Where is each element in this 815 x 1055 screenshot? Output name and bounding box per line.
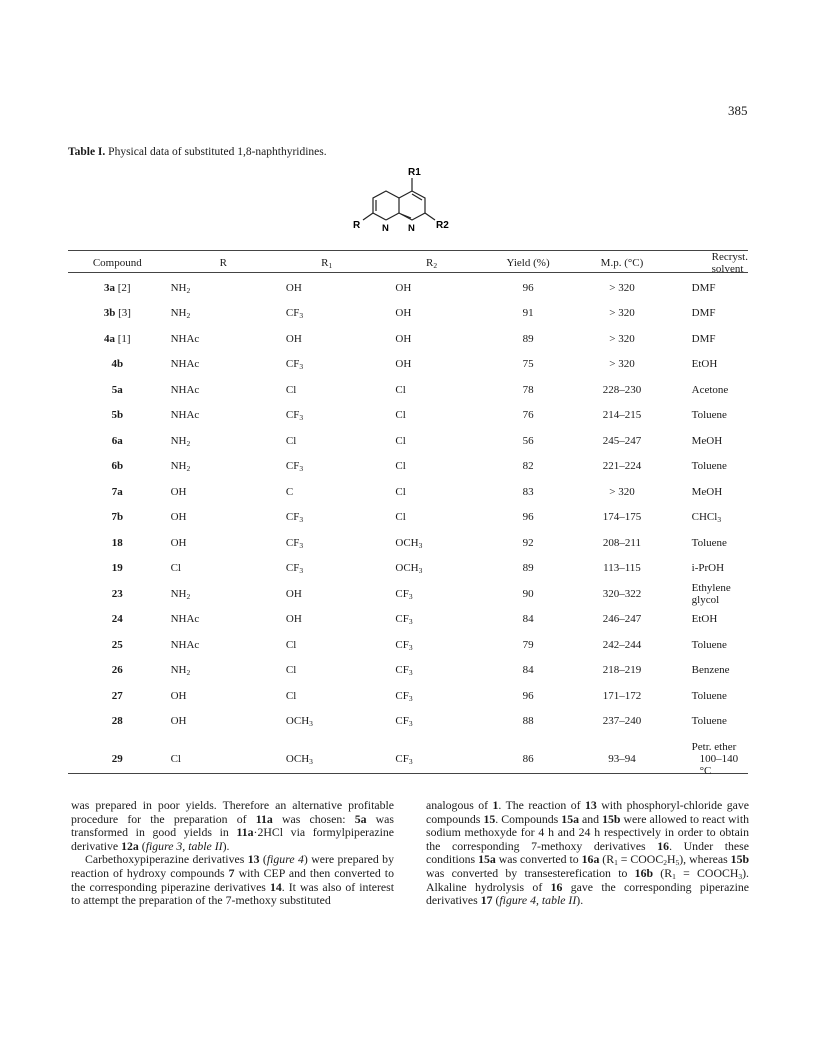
cell-r1: Cl (285, 664, 297, 677)
compound-ref: [3] (115, 307, 131, 320)
cell-yield: 76 (522, 409, 534, 422)
text-run: 17 (480, 893, 493, 908)
cell-r2: Cl (395, 460, 406, 473)
cell-mp: > 320 (609, 358, 635, 371)
cell-mp: 214–215 (602, 409, 642, 422)
cell-compound (68, 275, 167, 301)
cell-r: NHAc (170, 613, 200, 626)
text-run: 2 (663, 858, 667, 868)
table-row (68, 632, 748, 658)
text-run: ·2HCl via formylpiperazine derivative (71, 825, 394, 853)
header-r1: $R_1$ (321, 257, 333, 270)
compound-id: 6a (111, 434, 123, 447)
cell-mp: 245–247 (602, 434, 642, 447)
cell-compound (68, 709, 167, 735)
table-row (68, 683, 748, 709)
cell-compound (68, 632, 167, 658)
solvent-name: Petr. ether (691, 741, 737, 753)
cell-yield: 83 (522, 485, 534, 498)
cell-solvent (674, 428, 748, 454)
text-run: ) were prepared by reaction of hydroxy compounds (71, 852, 394, 880)
solvent-name: Toluene (691, 689, 727, 702)
text-run: = COOCH (675, 865, 739, 880)
solvent-name: EtOH (691, 358, 718, 371)
text-run: ( (259, 852, 267, 867)
cell-compound (68, 556, 167, 582)
text-run: ). (576, 893, 584, 908)
compound-id: 7b (111, 511, 124, 524)
cell-r2: Cl (395, 383, 406, 396)
cell-r1: $CF_3$ (285, 358, 304, 372)
compound-id: 5b (111, 409, 124, 422)
cell-r2: Cl (395, 409, 406, 422)
cell-r: NHAc (170, 638, 200, 651)
solvent-name: DMF (691, 307, 716, 320)
cell-solvent (674, 377, 748, 403)
compound-id: 23 (111, 587, 123, 600)
cell-r: NHAc (170, 358, 200, 371)
cell-solvent (674, 505, 748, 531)
cell-r: $NH_2$ (170, 460, 191, 474)
compound-id: 18 (111, 536, 123, 549)
table-row (68, 581, 748, 607)
text-run: 1 (492, 798, 499, 812)
cell-r1: OH (285, 613, 302, 626)
cell-yield: 84 (522, 664, 534, 677)
compound-ref: [1] (115, 332, 131, 345)
caption-label: Table I. (68, 146, 106, 158)
compound-id: 6b (111, 460, 124, 473)
text-run: 11a (255, 811, 273, 826)
naphthyridine-structure (330, 162, 490, 248)
cell-yield: 92 (522, 536, 534, 549)
header-r: R (219, 257, 227, 269)
cell-solvent (674, 454, 748, 480)
cell-r: NHAc (170, 409, 200, 422)
cell-r2: $CF_3$ (395, 715, 413, 729)
solvent-name: Acetone (691, 383, 729, 396)
header-yield: Yield (%) (506, 257, 550, 269)
text-run: ), whereas (679, 852, 731, 867)
cell-r2: $CF_3$ (395, 638, 413, 652)
header-solvent: Recryst. solvent (711, 251, 748, 275)
text-run: 7 (228, 865, 235, 880)
compound-id: 5a (111, 383, 123, 396)
cell-yield: 96 (522, 281, 534, 294)
text-run: 1 (614, 858, 618, 868)
cell-compound (68, 683, 167, 709)
cell-mp: 93–94 (608, 753, 636, 765)
solvent-name: Toluene (691, 536, 727, 549)
cell-r1: $CF_3$ (285, 409, 304, 423)
cell-r1: Cl (285, 434, 297, 447)
table-row (68, 326, 748, 352)
r1-label: R1 (408, 167, 421, 178)
cell-yield: 84 (522, 613, 534, 626)
cell-solvent (674, 734, 748, 777)
text-run: figure 4, table II (499, 893, 577, 908)
cell-solvent (674, 658, 748, 684)
body-text-left-column (71, 799, 394, 908)
cell-r: Cl (170, 753, 181, 765)
cell-r: $NH_2$ (170, 307, 191, 321)
cell-r1: C (285, 485, 294, 498)
table-caption (68, 146, 327, 158)
cell-solvent (674, 326, 748, 352)
r2-label: R2 (436, 220, 449, 231)
cell-compound (68, 734, 167, 777)
cell-compound (68, 607, 167, 633)
cell-yield: 89 (522, 332, 534, 345)
solvent-name: Benzene (691, 664, 730, 677)
cell-r: $NH_2$ (170, 434, 191, 448)
cell-compound (68, 505, 167, 531)
cell-mp: 208–211 (602, 536, 642, 549)
solvent-range: 100–140 °C (699, 753, 739, 777)
compound-ref: [2] (115, 281, 131, 294)
text-run: . The reaction of (498, 798, 586, 812)
body-paragraph (71, 799, 394, 853)
cell-mp: 237–240 (602, 715, 642, 728)
cell-solvent (674, 581, 748, 607)
cell-mp: > 320 (609, 281, 635, 294)
cell-solvent (674, 709, 748, 735)
text-run: were allowed to react with sodium methoxyde for 4 h and 24 h respectively in order to obtain the corresponding 7-methoxy derivatives (426, 811, 750, 853)
text-run: H (666, 852, 676, 867)
cell-mp: 221–224 (602, 460, 642, 473)
solvent-name: DMF (691, 332, 716, 345)
cell-r: $NH_2$ (170, 664, 191, 678)
text-run: . Compounds (495, 811, 562, 826)
table-row (68, 377, 748, 403)
table-row (68, 505, 748, 531)
table-row (68, 301, 748, 327)
cell-compound (68, 658, 167, 684)
text-run: 1 (672, 871, 676, 881)
solvent-name: MeOH (691, 434, 723, 447)
text-run: 3 (738, 871, 743, 881)
text-run: ). Alkaline hydrolysis of (426, 865, 749, 894)
text-run: analogous of (426, 798, 493, 812)
cell-r1: $CF_3$ (285, 511, 304, 525)
body-paragraph (426, 799, 749, 908)
text-run: was prepared in poor yields. Therefore an alternative profitable procedure for the preparation of (71, 798, 394, 826)
cell-yield: 79 (522, 638, 534, 651)
cell-r: OH (170, 715, 187, 728)
cell-r2: $CF_3$ (395, 689, 413, 703)
cell-r2: $CF_3$ (395, 613, 413, 627)
compound-id: 3b (103, 307, 116, 320)
text-run: (R (653, 865, 673, 880)
cell-yield: 75 (522, 358, 534, 371)
cell-yield: 88 (522, 715, 534, 728)
cell-solvent (674, 607, 748, 633)
table-header-row (68, 251, 748, 275)
cell-r: Cl (170, 562, 181, 575)
cell-r2: $CF_3$ (395, 664, 413, 678)
body-text-right-column (426, 799, 749, 908)
cell-r2: $CF_3$ (395, 753, 413, 766)
table-row (68, 734, 748, 777)
cell-compound (68, 581, 167, 607)
solvent-name: MeOH (691, 485, 723, 498)
text-run: gave the corresponding piperazine derivatives (426, 879, 749, 908)
cell-r2: $CF_3$ (395, 587, 413, 601)
text-run: 5a (354, 811, 367, 826)
cell-r2: OH (395, 358, 412, 371)
cell-r1: OH (285, 587, 302, 600)
cell-mp: 171–172 (602, 689, 642, 702)
cell-yield: 89 (522, 562, 534, 575)
cell-r1: OH (285, 281, 302, 294)
solvent-name: Toluene (691, 715, 727, 728)
text-run: Carbethoxypiperazine derivatives (85, 852, 248, 867)
cell-r2: OH (395, 281, 412, 294)
table-row (68, 403, 748, 429)
cell-r: $NH_2$ (170, 281, 191, 295)
cell-r: NHAc (170, 332, 200, 345)
cell-compound (68, 301, 167, 327)
table-row (68, 352, 748, 378)
cell-compound (68, 454, 167, 480)
cell-r: OH (170, 485, 187, 498)
table-row (68, 479, 748, 505)
cell-r1: $CF_3$ (285, 536, 304, 550)
text-run: 15a (478, 852, 496, 867)
cell-compound (68, 479, 167, 505)
cell-yield: 56 (522, 434, 534, 447)
right-ring (399, 191, 425, 220)
solvent-name: DMF (691, 281, 716, 294)
text-run: 14 (269, 879, 282, 894)
solvent-name: Toluene (691, 638, 727, 651)
text-run: (R (599, 852, 615, 867)
header-r2: $R_2$ (426, 257, 438, 270)
text-run: 15b (730, 852, 750, 867)
text-run: ( (492, 893, 500, 908)
cell-yield: 78 (522, 383, 534, 396)
text-run: 15a (561, 811, 579, 826)
table-row (68, 658, 748, 684)
cell-r1: $CF_3$ (285, 562, 304, 576)
cell-r: $NH_2$ (170, 587, 191, 601)
header-compound: Compound (92, 257, 142, 269)
header-mp: M.p. (°C) (600, 257, 644, 269)
text-run: 13 (585, 798, 597, 812)
compound-id: 19 (111, 562, 123, 575)
text-run: 16a (581, 852, 600, 867)
text-run: 16 (550, 879, 563, 894)
table-row (68, 275, 748, 301)
cell-solvent (674, 275, 748, 301)
cell-r1: OH (285, 332, 302, 345)
table-row (68, 454, 748, 480)
table-row (68, 556, 748, 582)
text-run: 5 (675, 858, 680, 868)
n1-label: N (382, 223, 389, 234)
table-row (68, 607, 748, 633)
compound-id: 26 (111, 664, 123, 677)
cell-r1: $OCH_3$ (285, 715, 313, 729)
cell-solvent (674, 352, 748, 378)
text-run: with phosphoryl-chloride gave compounds (426, 798, 749, 826)
cell-mp: > 320 (609, 307, 635, 320)
cell-yield: 90 (522, 587, 534, 600)
text-run: 15 (483, 811, 496, 826)
solvent-name: Toluene (691, 409, 727, 422)
cell-mp: 113–115 (603, 562, 641, 575)
cell-mp: 242–244 (602, 638, 642, 651)
cell-yield: 96 (522, 689, 534, 702)
cell-r2: Cl (395, 511, 406, 524)
solvent-name: Toluene (691, 460, 727, 473)
cell-compound (68, 403, 167, 429)
text-run: 13 (247, 852, 260, 867)
cell-compound (68, 352, 167, 378)
text-run: ). (222, 838, 230, 853)
cell-mp: > 320 (609, 485, 635, 498)
cell-mp: 174–175 (602, 511, 642, 524)
cell-compound (68, 326, 167, 352)
cell-r1: $OCH_3$ (285, 753, 313, 766)
text-run: 12a (121, 838, 139, 853)
cell-solvent (674, 632, 748, 658)
compound-id: 7a (111, 485, 123, 498)
text-run: and (579, 811, 603, 826)
compound-id: 24 (111, 613, 123, 626)
text-run: figure 4 (266, 852, 304, 867)
cell-r1: $CF_3$ (285, 307, 304, 321)
compound-id: 4a (104, 332, 115, 345)
text-run: 16b (634, 865, 654, 880)
cell-compound (68, 428, 167, 454)
cell-r: OH (170, 536, 187, 549)
text-run: figure 3, table II (145, 838, 223, 853)
cell-r: OH (170, 511, 187, 524)
table-row (68, 709, 748, 735)
body-paragraph (71, 853, 394, 907)
text-run: 16 (657, 838, 670, 853)
cell-r2: $OCH_3$ (395, 536, 423, 550)
cell-r2: OH (395, 332, 412, 345)
table-row (68, 530, 748, 556)
cell-r2: OH (395, 307, 412, 320)
cell-mp: 228–230 (602, 383, 642, 396)
cell-r2: $OCH_3$ (395, 562, 423, 576)
text-run: . It was also of interest to attempt the preparation of the 7-methoxy substituted (71, 879, 394, 908)
cell-compound (68, 377, 167, 403)
page-number: 385 (728, 103, 748, 118)
text-run: with CEP and then converted to the corresponding piperazine derivatives (71, 865, 394, 894)
cell-r: NHAc (170, 383, 200, 396)
table-row (68, 428, 748, 454)
solvent-name: CHCl$_3$ (691, 511, 722, 525)
cell-solvent (674, 530, 748, 556)
cell-solvent (674, 556, 748, 582)
cell-r1: Cl (285, 383, 297, 396)
cell-r: OH (170, 689, 187, 702)
cell-solvent (674, 403, 748, 429)
cell-mp: > 320 (609, 332, 635, 345)
cell-r2: Cl (395, 485, 406, 498)
text-run: was converted to (495, 852, 582, 867)
cell-solvent (674, 479, 748, 505)
caption-text: Physical data of substituted 1,8-naphthyridines. (105, 146, 327, 158)
compound-id: 29 (111, 753, 123, 765)
text-run: = COOC (617, 852, 664, 867)
cell-mp: 246–247 (602, 613, 642, 626)
cell-compound (68, 530, 167, 556)
physical-data-table (68, 251, 748, 777)
cell-yield: 91 (522, 307, 534, 320)
compound-id: 27 (111, 689, 123, 702)
cell-yield: 96 (522, 511, 534, 524)
text-run: was chosen: (272, 811, 355, 826)
r-label: R (353, 220, 361, 231)
text-run: was converted by transesterefication to (426, 865, 635, 880)
compound-id: 28 (111, 715, 123, 728)
solvent-name: EtOH (691, 613, 718, 626)
cell-solvent (674, 301, 748, 327)
cell-r2: Cl (395, 434, 406, 447)
text-run: ( (138, 838, 146, 853)
cell-yield: 86 (522, 753, 534, 765)
cell-yield: 82 (522, 460, 534, 473)
cell-r1: Cl (285, 689, 297, 702)
solvent-name: Ethylene glycol (691, 581, 731, 606)
n2-label: N (408, 223, 415, 234)
text-run: 11a (236, 825, 254, 840)
compound-id: 4b (111, 358, 124, 371)
compound-id: 3a (104, 281, 115, 294)
cell-mp: 218–219 (602, 664, 642, 677)
cell-r1: Cl (285, 638, 297, 651)
text-run: was transformed in good yields in (71, 811, 395, 840)
text-run: . Under these conditions (426, 838, 749, 867)
cell-mp: 320–322 (602, 587, 642, 600)
solvent-name: i-PrOH (691, 562, 725, 575)
cell-solvent (674, 683, 748, 709)
compound-id: 25 (111, 638, 123, 651)
text-run: 15b (602, 811, 621, 826)
cell-r1: $CF_3$ (285, 460, 304, 474)
